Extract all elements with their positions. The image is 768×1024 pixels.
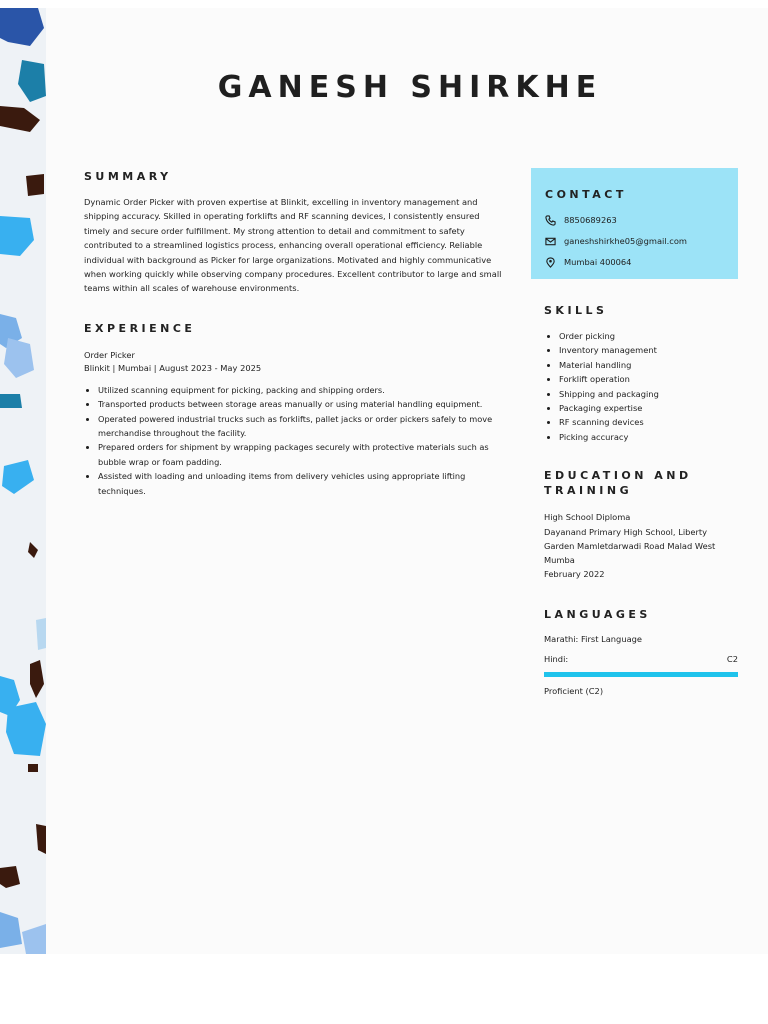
summary-text: Dynamic Order Picker with proven expertise at Blinkit, excelling in inventory management and shipping accuracy. Skilled in operating forklifts and RF scanning devices, I consistently ensured timely and secure order fulfillment. My strong attention to detail and commitment to safety contributed to a streamlined logistics process, enhancing overall operational efficiency. Reliable individual with background as Picker for large organizations. Motivated and highly communicative when working quickly while observing company procedures. Excellent contributor to large and small teams within all scales of warehouse environments. xyxy=(84,197,502,294)
skills-heading: SKILLS xyxy=(544,304,608,317)
skills-list xyxy=(544,329,738,444)
language-hindi-proficiency: Proficient (C2) xyxy=(544,685,604,696)
education-degree: High School Diploma xyxy=(544,512,631,523)
education-date: February 2022 xyxy=(544,569,605,580)
resume-page xyxy=(0,8,768,954)
skill-item: • Material handling xyxy=(559,358,738,372)
location-text: Mumbai 400064 xyxy=(564,257,632,267)
decorative-terrazzo-strip xyxy=(0,8,46,954)
candidate-name: GANESH SHIRKHE xyxy=(217,70,603,105)
language-hindi-bar-fill xyxy=(544,672,738,677)
experience-bullet: • Assisted with loading and unloading items from delivery vehicles using appropriate lifting techniques. xyxy=(98,469,506,498)
experience-bullet: • Utilized scanning equipment for picking, packing and shipping orders. xyxy=(98,383,506,397)
contact-email[interactable] xyxy=(545,235,738,247)
skill-item: • Packaging expertise xyxy=(559,401,738,415)
experience-heading: EXPERIENCE xyxy=(84,321,196,335)
terrazzo-pattern-image xyxy=(0,8,46,954)
contact-box xyxy=(531,168,738,279)
experience-bullet: • Prepared orders for shipment by wrapping packages securely with protective materials such as bubble wrap or foam padding. xyxy=(98,440,506,469)
language-hindi-label: Hindi: xyxy=(544,653,569,664)
skill-item: • Order picking xyxy=(559,329,738,343)
phone-number: 8850689263 xyxy=(564,215,617,225)
education-details xyxy=(544,510,738,581)
location-pin-icon xyxy=(545,257,556,268)
language-hindi-row xyxy=(544,653,738,666)
left-column xyxy=(84,170,506,498)
contact-heading: CONTACT xyxy=(545,188,627,201)
job-title: Order Picker xyxy=(84,349,135,360)
experience-bullet: • Operated powered industrial trucks such as forklifts, pallet jacks or order pickers safely to move merchandise throughout the facility. xyxy=(98,412,506,441)
education-school: Dayanand Primary High School, Liberty Garden Mamletdarwadi Road Malad West Mumba xyxy=(544,526,716,566)
skill-item: • Inventory management xyxy=(559,343,738,357)
contact-phone[interactable] xyxy=(545,214,738,226)
phone-icon xyxy=(545,215,556,226)
email-icon xyxy=(545,236,556,247)
experience-bullets xyxy=(84,383,506,498)
skill-item: • RF scanning devices xyxy=(559,415,738,429)
job-meta: Blinkit | Mumbai | August 2023 - May 2025 xyxy=(84,362,262,373)
education-heading: EDUCATION AND TRAINING xyxy=(544,469,692,498)
summary-heading: SUMMARY xyxy=(84,170,172,183)
language-hindi-level: C2 xyxy=(726,653,738,664)
experience-bullet: • Transported products between storage areas manually or using material handling equipment. xyxy=(98,397,506,411)
contact-location xyxy=(545,256,738,268)
right-column xyxy=(544,304,738,698)
skill-item: • Forklift operation xyxy=(559,372,738,386)
language-first: Marathi: First Language xyxy=(544,633,643,644)
skill-item: • Picking accuracy xyxy=(559,430,738,444)
languages-heading: LANGUAGES xyxy=(544,607,651,621)
email-address: ganeshshirkhe05@gmail.com xyxy=(564,236,688,246)
language-hindi-bar xyxy=(544,672,738,677)
skill-item: • Shipping and packaging xyxy=(559,387,738,401)
